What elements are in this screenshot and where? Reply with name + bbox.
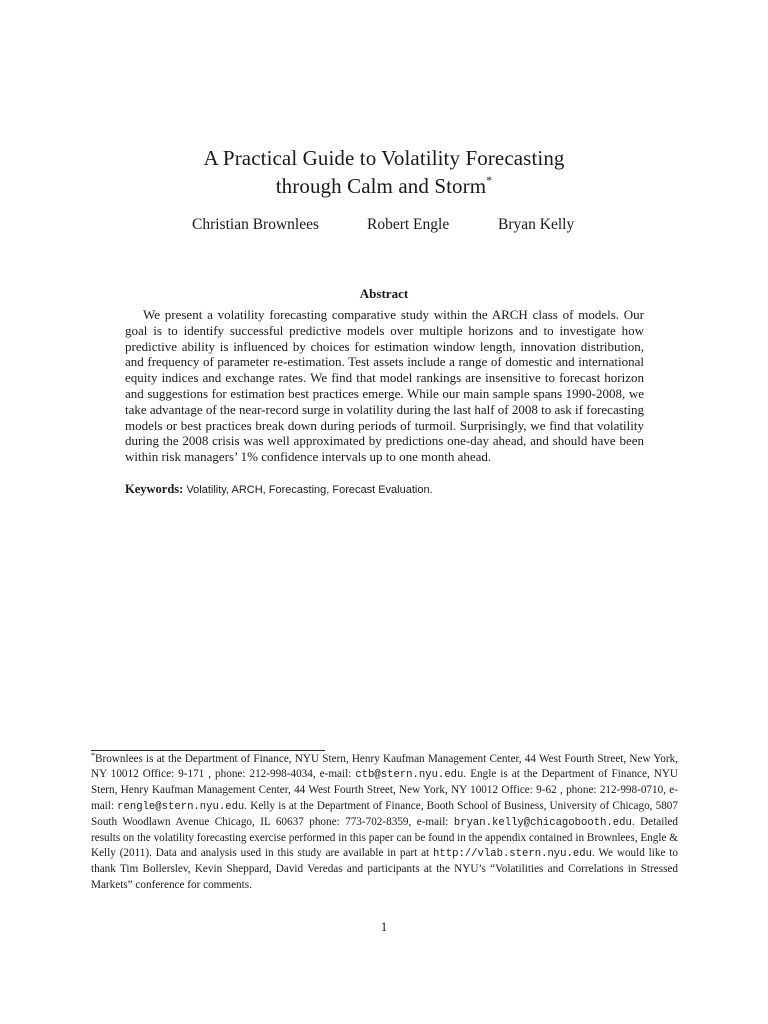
keywords-text: Volatility, ARCH, Forecasting, Forecast Evaluation.: [186, 484, 433, 496]
email-link[interactable]: rengle@stern.nyu.edu: [117, 800, 245, 813]
footnote-text: . We would like to thank Tim Bollerslev, Kevin Sheppard, David Veredas and participants at the NYU’s “Volatilities and Correlations in Stressed Markets” conference for comments.: [91, 847, 678, 891]
page-number: 1: [380, 919, 388, 934]
footnote-text: Brownlees is at the Department of Finance, NYU Stern, Henry Kaufman Management Center, 44 West Fourth Street, New York, NY 10012 Office: 9-171 , phone: 212-998-4034, e-mail:: [91, 753, 678, 781]
footnote-text: . Kelly is at the Department of Finance, Booth School of Business, University of Chicago, 5807 South Woodlawn Avenue Chicago, IL 60637 phone: 773-702-8359, e-mail:: [91, 799, 678, 828]
abstract-heading: Abstract: [359, 286, 409, 301]
author-footnote: [91, 752, 678, 893]
author-name: Robert Engle: [367, 216, 450, 233]
author-name: Christian Brownlees: [192, 216, 319, 233]
title-line-1: A Practical Guide to Volatility Forecasting: [203, 146, 565, 170]
keywords-label: Keywords:: [125, 482, 184, 496]
paper-title: [0, 144, 768, 200]
title-line-2-text: through Calm and Storm: [275, 174, 487, 198]
footnote-text: . Detailed results on the volatility forecasting exercise performed in this paper can be found in the appendix contained in Brownlees, Engle & Kelly (2011). Data and analysis used in this study are available in part at: [91, 815, 678, 860]
author-list: [0, 216, 768, 236]
url-link[interactable]: http://vlab.stern.nyu.edu: [433, 848, 592, 861]
email-link[interactable]: ctb@stern.nyu.edu: [355, 769, 464, 782]
title-line-2: [0, 172, 768, 200]
email-link[interactable]: bryan.kelly@chicagobooth.edu: [453, 816, 632, 829]
keywords: [125, 481, 644, 498]
footnote-divider: [91, 750, 325, 751]
footnote-text: . Engle is at the Department of Finance, NYU Stern, Henry Kaufman Management Center, 44 West Fourth Street, New York, NY 10012 Office: 9-62 , phone: 212-998-0710, e-mail:: [91, 768, 678, 812]
title-footnote-mark: *: [486, 173, 493, 187]
abstract-body: We present a volatility forecasting comparative study within the ARCH class of models. Our goal is to identify successful predictive models over multiple horizons and to investigate how predictive ability is influenced by choices for estimation window length, innovation distribution, and frequency of parameter re-estimation. Test assets include a range of domestic and international equity indices and exchange rates. We find that model rankings are insensitive to forecast horizon and suggestions for estimation best practices emerge. While our main sample spans 1990-2008, we take advantage of the near-record surge in volatility during the last half of 2008 to ask if forecasting models or best practices break down during periods of turmoil. Surprisingly, we find that volatility during the 2008 crisis was well approximated by predictions one-day ahead, and should have been within risk managers’ 1% confidence intervals up to one month ahead.: [125, 307, 644, 465]
footnote-mark: *: [91, 751, 95, 760]
author-name: Bryan Kelly: [498, 216, 575, 233]
